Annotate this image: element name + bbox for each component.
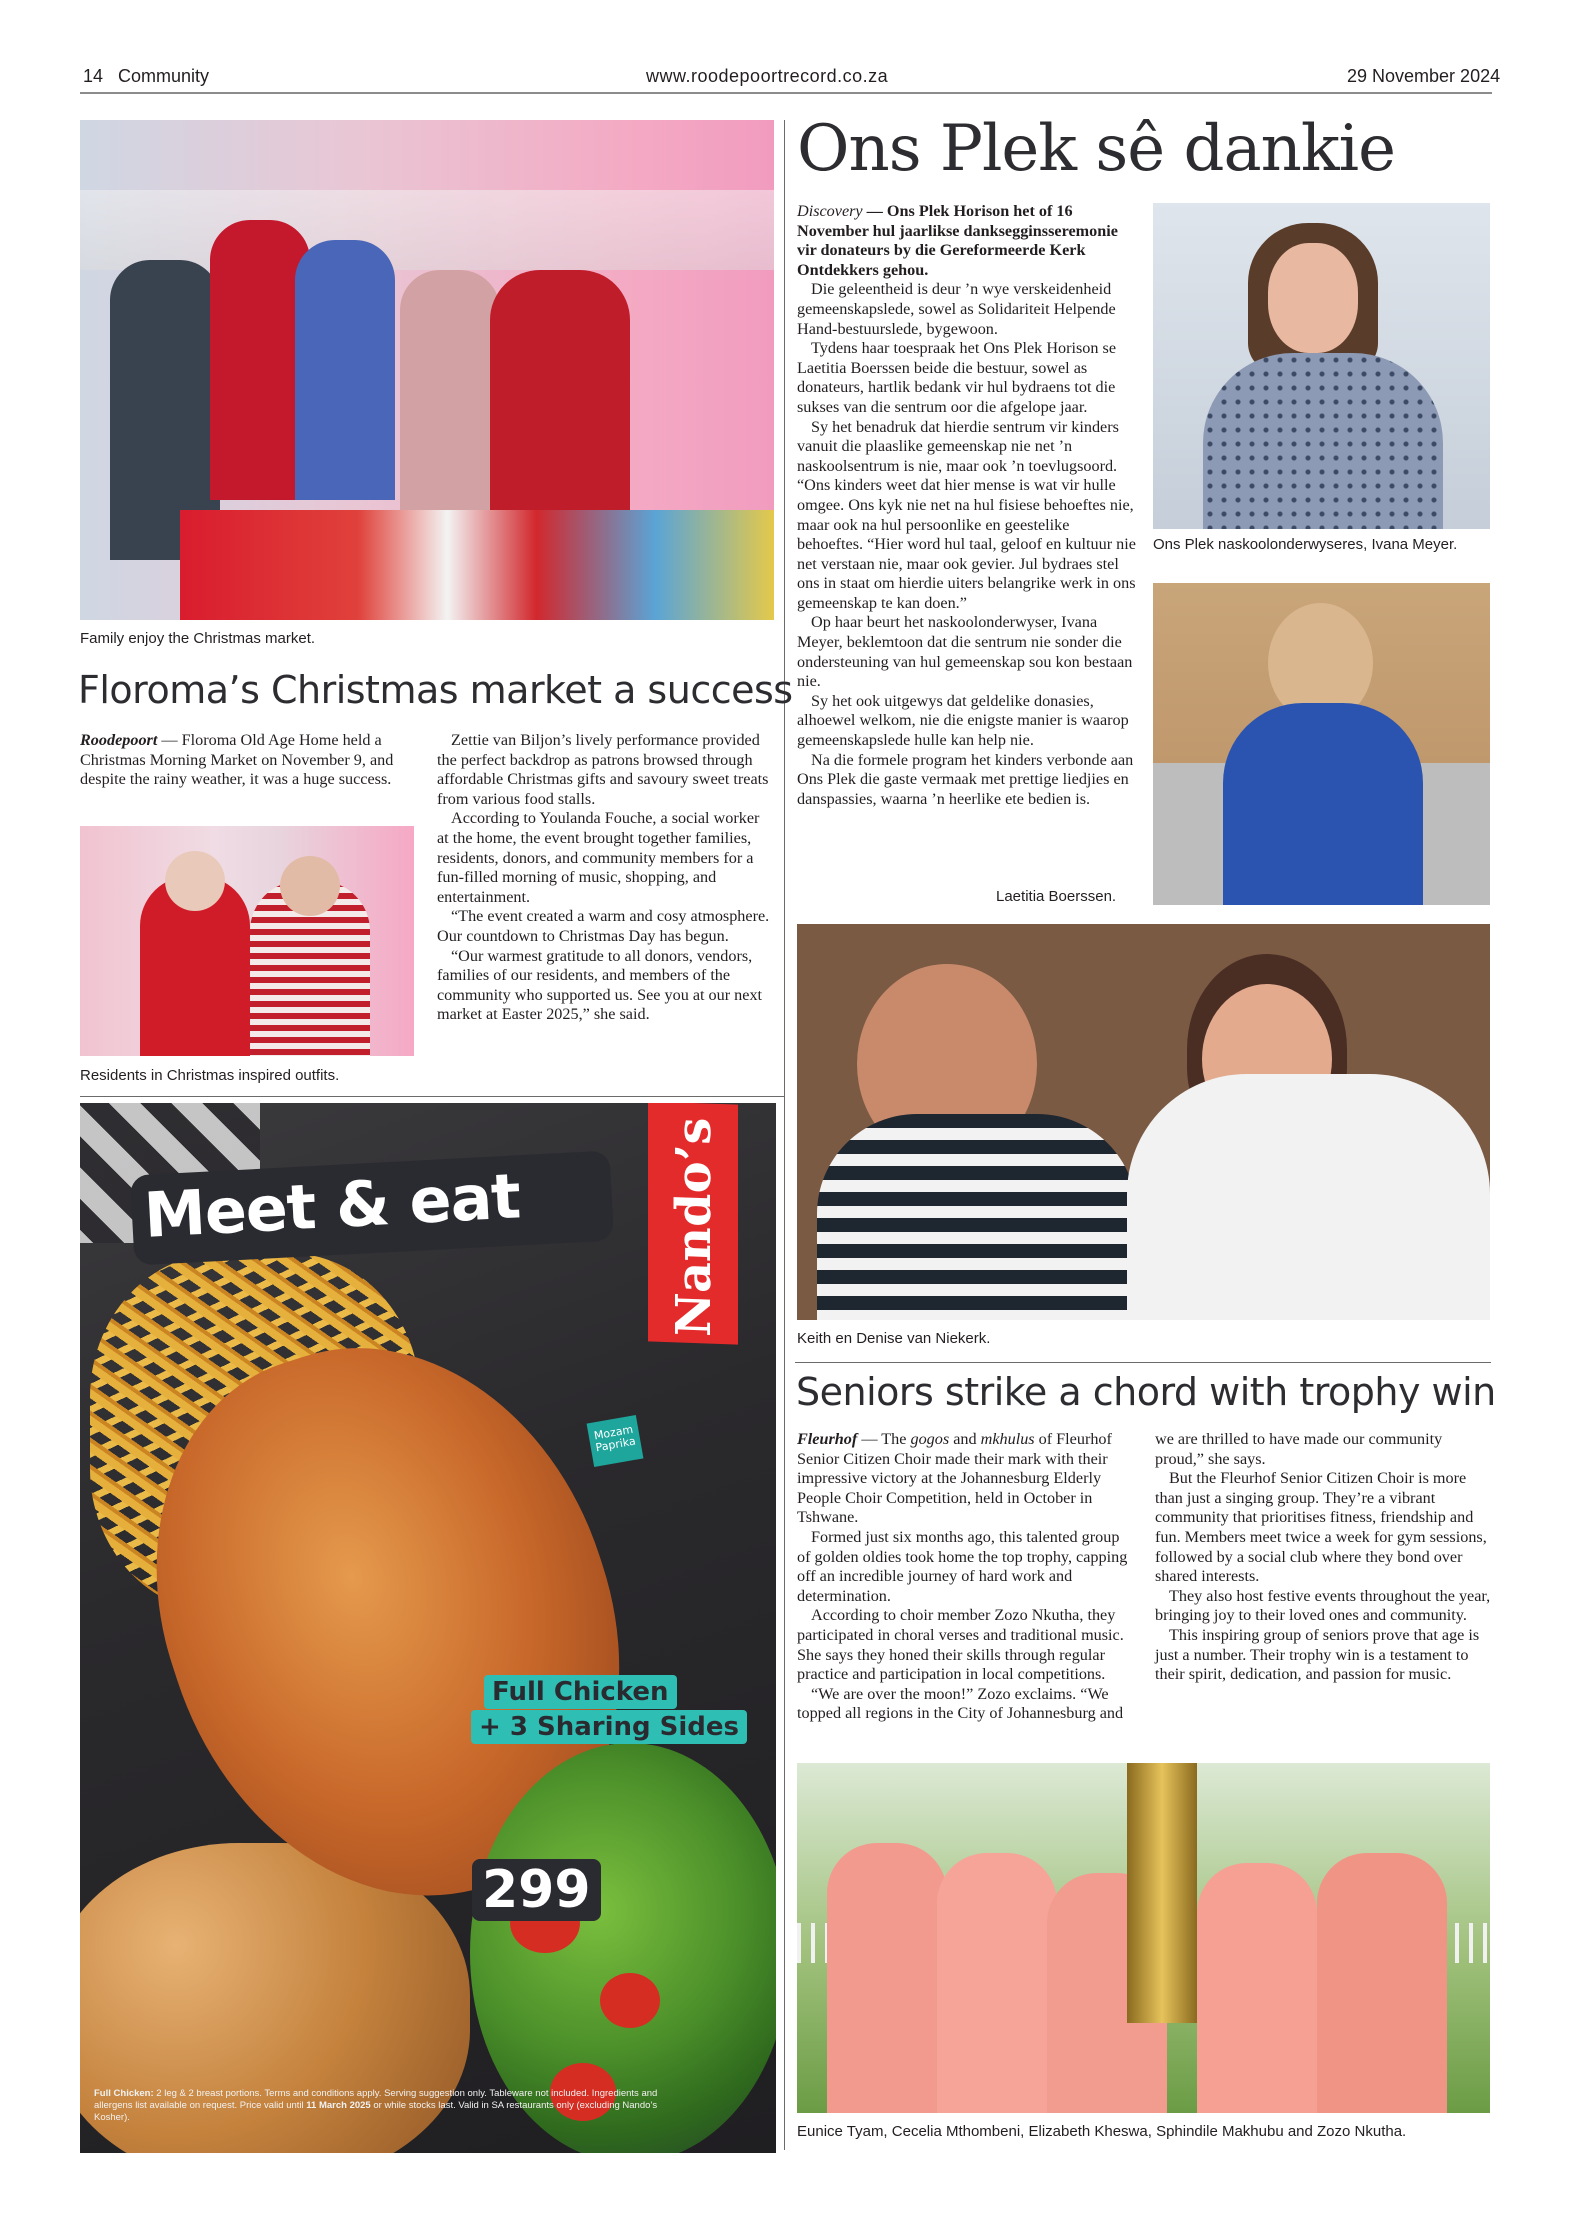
residents-photo bbox=[80, 826, 414, 1056]
speaker-photo bbox=[1153, 203, 1490, 529]
article-lead: Roodepoort — Floroma Old Age Home held a Christmas Morning Market on November 9, and despite the rainy weather, it was a huge success. bbox=[80, 731, 394, 789]
dateline: Fleurhof bbox=[797, 1430, 858, 1448]
dateline: Roodepoort bbox=[80, 731, 158, 749]
nandos-advertisement[interactable] bbox=[80, 1103, 776, 2153]
christmas-market-photo bbox=[80, 120, 774, 620]
column-divider bbox=[784, 120, 785, 2150]
photo-caption: Laetitia Boerssen. bbox=[996, 888, 1117, 905]
photo-caption: Ons Plek naskoolonderwyseres, Ivana Meyer. bbox=[1153, 536, 1458, 553]
photo-caption: Keith en Denise van Niekerk. bbox=[797, 1330, 991, 1347]
header-rule bbox=[80, 92, 1492, 94]
choir-trophy-photo bbox=[797, 1763, 1490, 2113]
article-body: Fleurhof — The gogos and mkhulus of Fleurhof Senior Citizen Choir made their mark with their impressive victory at the Johannesburg Elderly People Choir Competition, held in October in Tshwane. Formed just six months ago, this talented group of golden oldies took home the top trophy, capping off an incredible journey of hard work and determination. According to choir member Zozo Nkutha, they participated in choral verses and traditional music. She says they honed their skills through regular practice and participation in local competitions. “We are over the moon!” Zozo exclaims. “We topped all regions in the City of Johannesburg and we are thrilled to have made our community proud,” she says. But the Fleurhof Senior Citizen Choir is more than just a singing group. They’re a vibrant community that prioritises fitness, friendship and fun. Members meet twice a week for gym sessions, followed by a social club where they bond over shared interests. They also host festive events throughout the year, bringing joy to their loved ones and community. This inspiring group of seniors prove that age is just a number. Their trophy win is a testament to their spirit, dedication, and passion for music. bbox=[797, 1430, 1491, 1723]
website-url[interactable]: www.roodepoortrecord.co.za bbox=[646, 66, 889, 86]
photo-caption: Family enjoy the Christmas market. bbox=[80, 630, 316, 647]
article-body: Zettie van Biljon’s lively performance provided the perfect backdrop as patrons browsed through affordable Christmas gifts and savoury sweet treats from various food stalls. According to Youlanda Fouche, a social worker at the home, the event brought together families, residents, donors, and community members for a fun-filled morning of music, shopping, and entertainment. “The event created a warm and cosy atmosphere. Our countdown to Christmas Day has begun. “Our warmest gratitude to all donors, vendors, families of our residents, and members of the community who supported us. See you at our next market at Easter 2025,” she said. bbox=[437, 731, 770, 1024]
ad-headline-box: Meet & eat bbox=[130, 1151, 614, 1266]
article-headline: Ons Plek sê dankie bbox=[797, 112, 1395, 186]
ad-divider bbox=[80, 1096, 784, 1097]
couple-photo bbox=[797, 924, 1490, 1320]
issue-date: 29 November 2024 bbox=[1347, 66, 1501, 86]
offer-line-1: Full Chicken bbox=[484, 1675, 677, 1709]
story-divider bbox=[795, 1362, 1491, 1363]
section-name: Community bbox=[118, 66, 210, 86]
article-headline: Seniors strike a chord with trophy win bbox=[796, 1370, 1496, 1414]
article-headline: Floroma’s Christmas market a success bbox=[78, 668, 793, 712]
dateline: Discovery bbox=[797, 202, 863, 220]
boerssen-photo bbox=[1153, 583, 1490, 905]
article-body: Discovery — Ons Plek Horison het of 16 November hul jaarlikse danksegginsseremonie vir donateurs by die Gereformeerde Kerk Ontdekkers gehou. Die geleentheid is deur ’n wye verskeidenheid gemeenskapslede, sowel as Solidariteit Helpende Hand-bestuurslede, bygewoon. Tydens haar toespraak het Ons Plek Horison se Laetitia Boerssen beide die bestuur, sowel as donateurs, hartlik bedank vir hul bydraens tot die sukses van die sentrum oor die afgelope jaar. Sy het benadruk dat hierdie sentrum vir kinders vanuit die plaaslike gemeenskap nie net ’n naskoolsentrum is nie, maar ook ’n toevlugsoord. “Ons kinders weet dat hier mense is wat vir hulle omgee. Ons kyk nie net na hul fisiese behoeftes nie, maar ook na hul persoonlike en geestelike behoeftes. “Hier word hul taal, geloof en kultuur nie net verstaan nie, maar ook gevier. Jul bydraes stel ons in staat om hierdie uiters belangrike werk in ons gemeenskap te kan doen.” Op haar beurt het naskoolonderwyser, Ivana Meyer, beklemtoon dat die sentrum nie sonder die ondersteuning van hul gemeenskap sou kon bestaan nie. Sy het ook uitgewys dat geldelike donasies, alhoewel welkom, nie die enigste manier is waarop gemeenskapslede hulle kan help nie. Na die formele program het kinders verbonde aan Ons Plek die gaste vermaak met prettige liedjies en danspassies, waarna ’n heerlike ete bedien is. bbox=[797, 202, 1136, 808]
photo-caption: Eunice Tyam, Cecelia Mthombeni, Elizabeth Kheswa, Sphindile Makhubu and Zozo Nkutha. bbox=[797, 2123, 1407, 2140]
offer-line-2: + 3 Sharing Sides bbox=[471, 1710, 747, 1744]
price-badge: 299 bbox=[472, 1859, 601, 1921]
ad-fine-print: Full Chicken: 2 leg & 2 breast portions. Terms and conditions apply. Serving suggestion only. Tableware not included. Ingredients and allergens list available on request. Price valid until 11 March 2025 or while stocks last. Valid in SA restaurants only (excluding Nando’s Kosher). bbox=[94, 2088, 658, 2123]
mozam-paprika-flag: Mozam Paprika bbox=[587, 1415, 644, 1467]
photo-caption: Residents in Christmas inspired outfits. bbox=[80, 1067, 340, 1084]
nandos-logo: Nando’s bbox=[648, 1103, 738, 1345]
page-number: 14 bbox=[83, 66, 104, 86]
